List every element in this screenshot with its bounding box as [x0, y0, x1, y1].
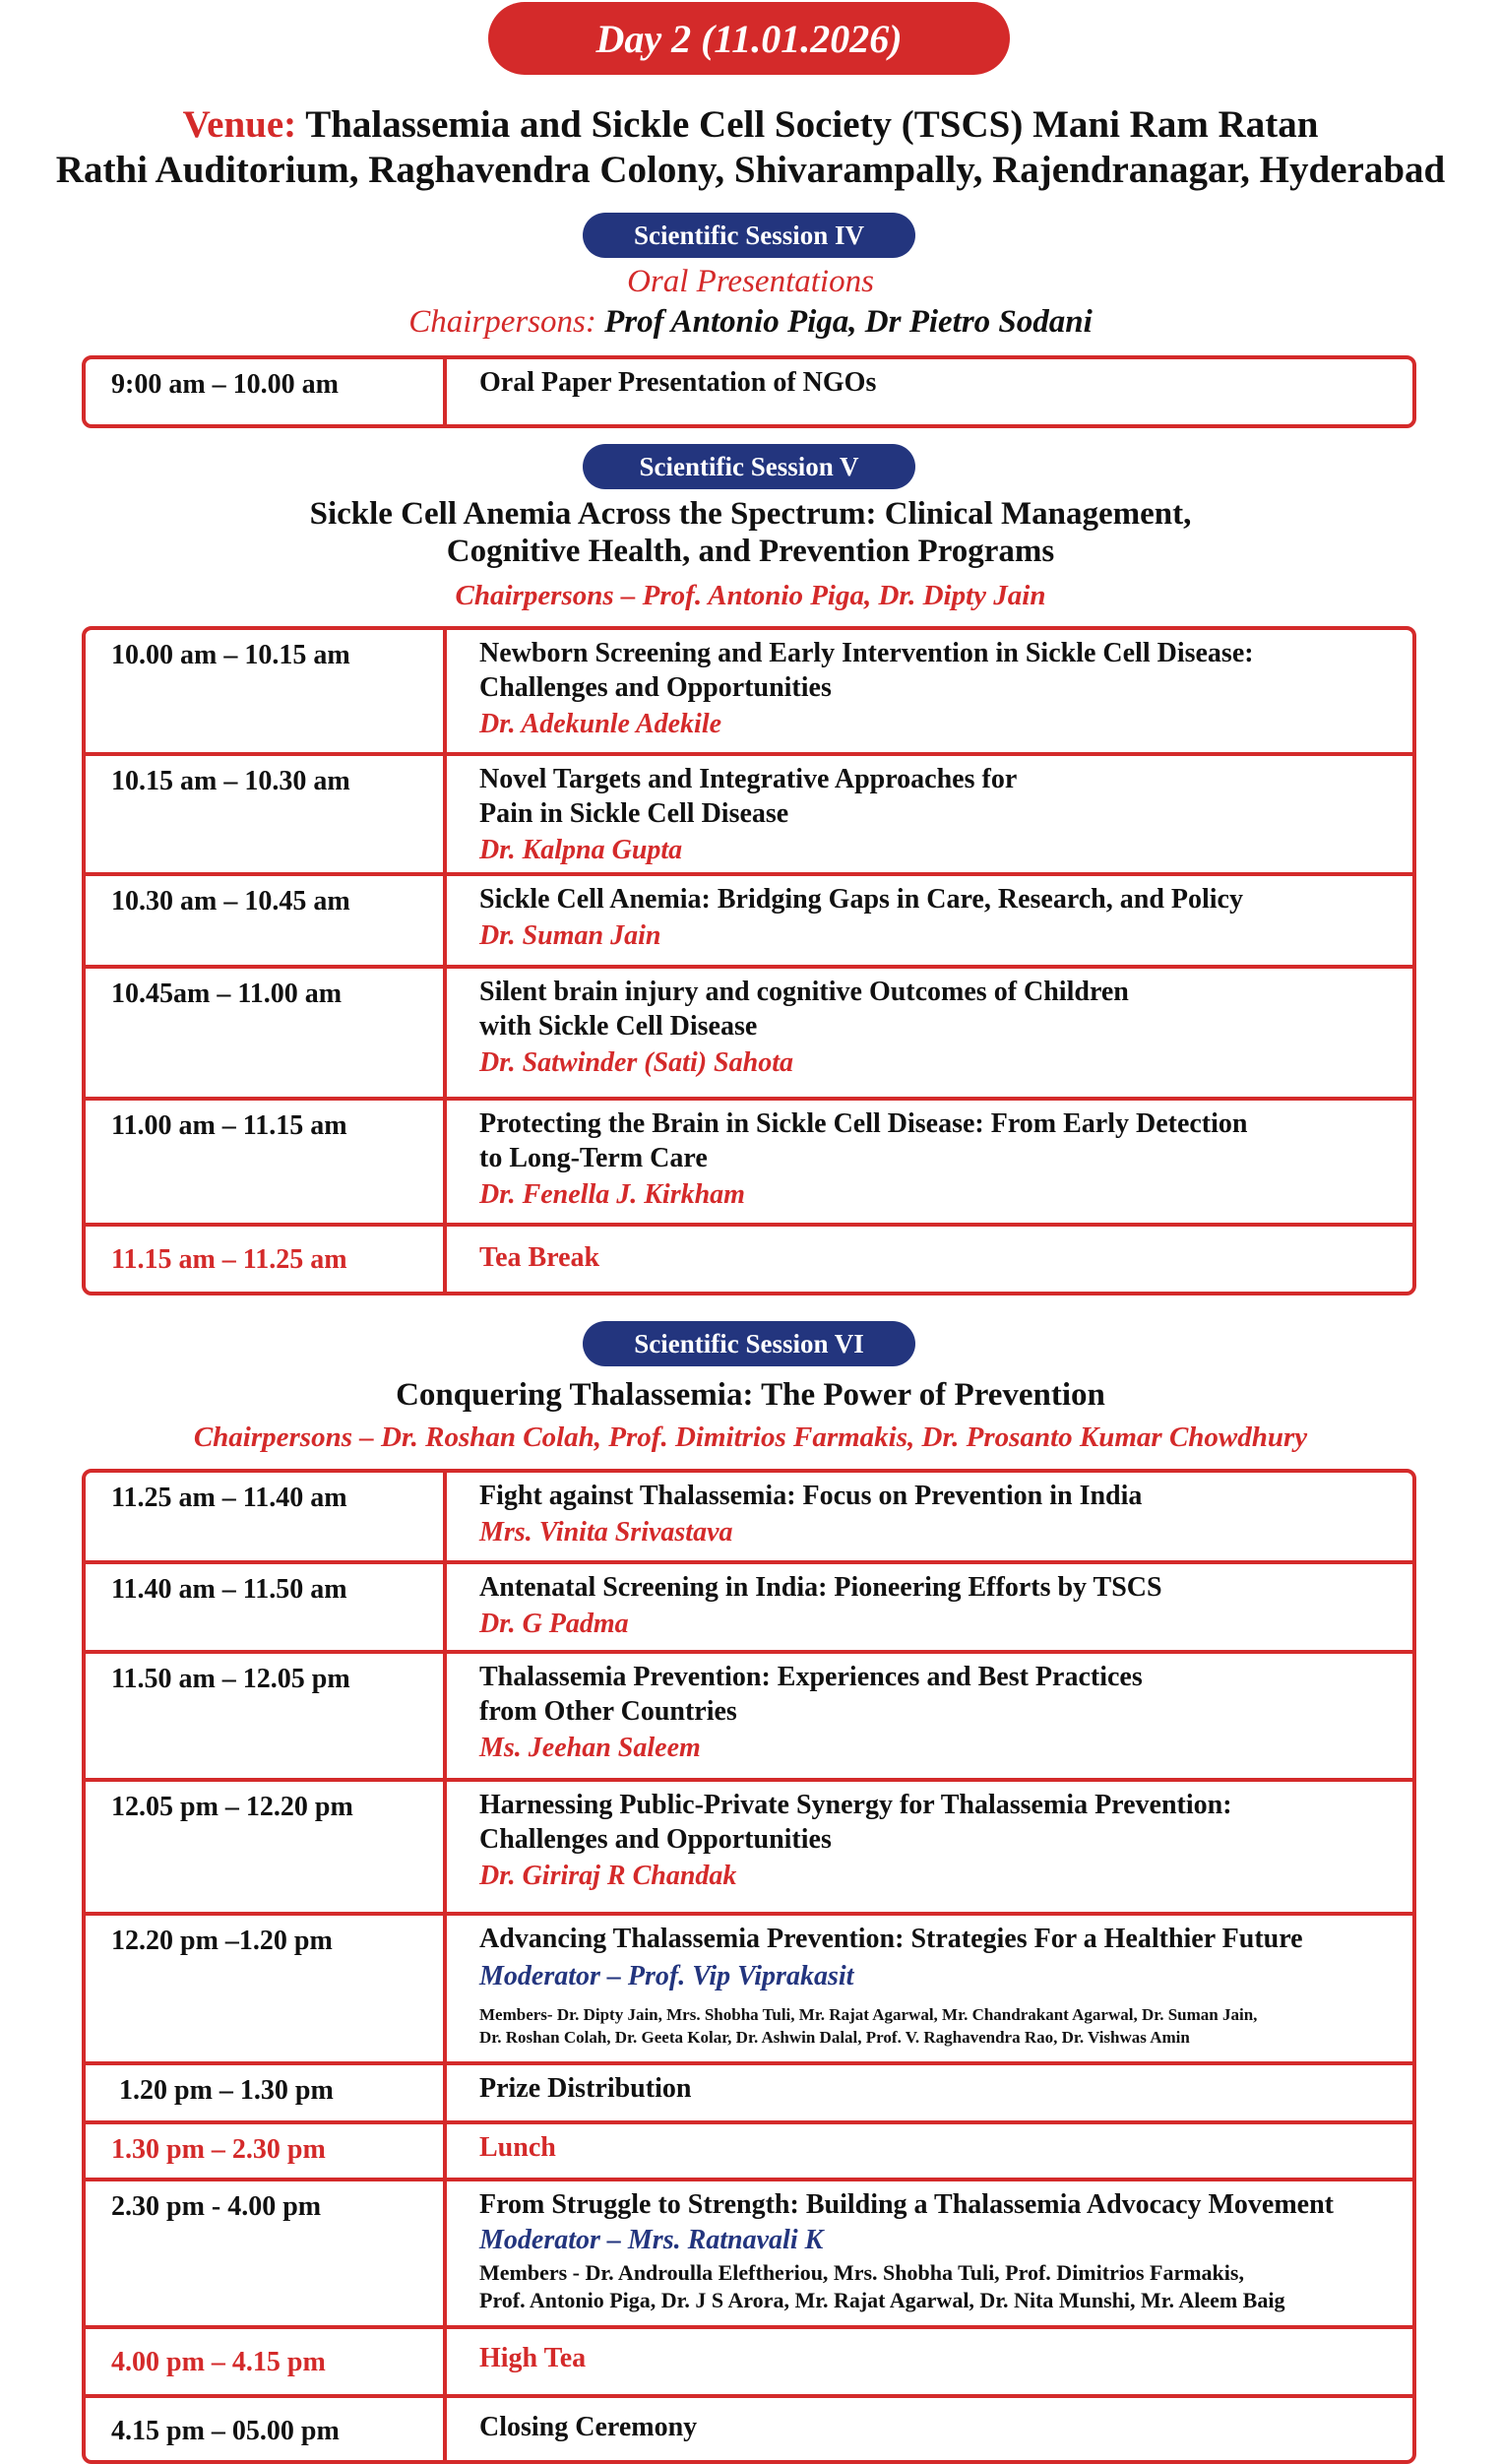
session-4-badge: Scientific Session IV: [583, 213, 915, 258]
row-time: 11.00 am – 11.15 am: [86, 1101, 447, 1223]
row-time: 1.30 pm – 2.30 pm: [86, 2124, 447, 2178]
day-badge: Day 2 (11.01.2026): [488, 2, 1010, 75]
schedule-row: [86, 630, 1412, 752]
row-members-line: Dr. Roshan Colah, Dr. Geeta Kolar, Dr. Ashwin Dalal, Prof. V. Raghavendra Rao, Dr. Vishwas Amin: [479, 2028, 1190, 2047]
row-time: 11.15 am – 11.25 am: [86, 1227, 447, 1292]
row-speaker: Dr. Suman Jain: [479, 920, 661, 951]
row-time: 10.00 am – 10.15 am: [86, 630, 447, 752]
schedule-row: [86, 1473, 1412, 1560]
row-title: Tea Break: [479, 1242, 600, 1273]
chair-names: Prof Antonio Piga, Dr Pietro Sodani: [595, 304, 1093, 340]
row-title-line: Advancing Thalassemia Prevention: Strategies For a Healthier Future: [479, 1924, 1303, 1954]
row-content: [447, 2181, 1412, 2325]
row-speaker: Dr. G Padma: [479, 1609, 629, 1639]
row-content: [447, 2398, 1412, 2460]
venue-name: Thalassemia and Sickle Cell Society (TSCS) Mani Ram Ratan: [296, 103, 1319, 146]
row-speaker: Dr. Kalpna Gupta: [479, 835, 683, 865]
row-moderator: Moderator – Prof. Vip Viprakasit: [479, 1961, 854, 1991]
row-title-line: to Long-Term Care: [479, 1143, 708, 1173]
row-title: Oral Paper Presentation of NGOs: [479, 367, 877, 398]
row-content: [447, 2329, 1412, 2394]
row-time: 11.25 am – 11.40 am: [86, 1473, 447, 1560]
row-content: [447, 1916, 1412, 2061]
schedule-row: [86, 1778, 1412, 1912]
row-speaker: Dr. Fenella J. Kirkham: [479, 1179, 745, 1210]
row-time: 2.30 pm - 4.00 pm: [86, 2181, 447, 2325]
row-title-line: Sickle Cell Anemia: Bridging Gaps in Care, Research, and Policy: [479, 884, 1243, 915]
row-members-line: Members - Dr. Androulla Eleftheriou, Mrs. Shobha Tuli, Prof. Dimitrios Farmakis,: [479, 2260, 1244, 2285]
row-title-line: From Struggle to Strength: Building a Thalassemia Advocacy Movement: [479, 2189, 1334, 2220]
row-content: [447, 630, 1412, 752]
row-content: [447, 1782, 1412, 1912]
schedule-row: [86, 965, 1412, 1097]
row-time: 10.30 am – 10.45 am: [86, 876, 447, 965]
row-time: 12.05 pm – 12.20 pm: [86, 1782, 447, 1912]
row-title-line: Thalassemia Prevention: Experiences and Best Practices: [479, 1662, 1143, 1692]
row-title: Closing Ceremony: [479, 2412, 698, 2442]
row-speaker: Ms. Jeehan Saleem: [479, 1733, 701, 1763]
row-time: 9:00 am – 10.00 am: [86, 359, 447, 424]
chair-label: Chairpersons:: [408, 304, 596, 340]
row-content: [447, 756, 1412, 872]
row-title-line: Fight against Thalassemia: Focus on Prevention in India: [479, 1481, 1143, 1511]
session-6-title: Conquering Thalassemia: The Power of Prevention: [396, 1377, 1105, 1413]
row-title-line: Protecting the Brain in Sickle Cell Disease: From Early Detection: [479, 1108, 1248, 1139]
schedule-row-panel: [86, 1912, 1412, 2061]
row-content: [447, 2124, 1412, 2178]
schedule-row: [86, 2061, 1412, 2120]
row-content: [447, 2065, 1412, 2120]
session-5-title-line-2: Cognitive Health, and Prevention Programs: [446, 534, 1055, 569]
schedule-row: [86, 359, 1412, 424]
session-4-subtitle: Oral Presentations: [627, 264, 874, 299]
session-5-badge: Scientific Session V: [583, 444, 915, 489]
row-content: [447, 1101, 1412, 1223]
row-title: Lunch: [479, 2132, 556, 2163]
row-content: [447, 359, 1412, 424]
row-title-line: Harnessing Public-Private Synergy for Thalassemia Prevention:: [479, 1790, 1232, 1820]
venue-line-1: [0, 102, 1501, 148]
row-title-line: Antenatal Screening in India: Pioneering Efforts by TSCS: [479, 1572, 1162, 1603]
row-title: Prize Distribution: [479, 2073, 692, 2104]
session-5-title-line-1: Sickle Cell Anemia Across the Spectrum: Clinical Management,: [309, 496, 1192, 532]
venue-line-2: Rathi Auditorium, Raghavendra Colony, Shivarampally, Rajendranagar, Hyderabad: [55, 149, 1446, 191]
row-time: 1.20 pm – 1.30 pm: [86, 2065, 447, 2120]
row-speaker: Mrs. Vinita Srivastava: [479, 1517, 733, 1548]
row-speaker: Dr. Adekunle Adekile: [479, 709, 722, 739]
row-title-line: Pain in Sickle Cell Disease: [479, 798, 789, 829]
row-time: 4.15 pm – 05.00 pm: [86, 2398, 447, 2460]
row-time: 12.20 pm –1.20 pm: [86, 1916, 447, 2061]
schedule-row: [86, 1560, 1412, 1650]
row-title-line: Newborn Screening and Early Intervention in Sickle Cell Disease:: [479, 638, 1254, 668]
session-6-chairpersons: Chairpersons – Dr. Roshan Colah, Prof. Dimitrios Farmakis, Dr. Prosanto Kumar Chowdhury: [193, 1422, 1308, 1453]
schedule-row-break: [86, 2120, 1412, 2178]
session-5-chairpersons: Chairpersons – Prof. Antonio Piga, Dr. Dipty Jain: [455, 580, 1046, 611]
session-4-chairpersons: [0, 301, 1501, 343]
session-6-schedule: [82, 1469, 1416, 2464]
venue-label: Venue:: [182, 103, 297, 146]
row-title-line: Challenges and Opportunities: [479, 672, 832, 703]
session-4-schedule: [82, 355, 1416, 428]
row-content: [447, 969, 1412, 1097]
schedule-row: [86, 872, 1412, 965]
schedule-row-break: [86, 2325, 1412, 2394]
row-time: 4.00 pm – 4.15 pm: [86, 2329, 447, 2394]
row-speaker: Dr. Giriraj R Chandak: [479, 1861, 737, 1891]
schedule-row: [86, 752, 1412, 872]
row-moderator: Moderator – Mrs. Ratnavali K: [479, 2225, 824, 2255]
session-6-badge: Scientific Session VI: [583, 1321, 915, 1366]
row-title-line: Silent brain injury and cognitive Outcomes of Children: [479, 977, 1129, 1007]
row-title-line: from Other Countries: [479, 1696, 737, 1727]
schedule-row: [86, 1650, 1412, 1778]
row-content: [447, 1473, 1412, 1560]
row-members-line: Members- Dr. Dipty Jain, Mrs. Shobha Tuli, Mr. Rajat Agarwal, Mr. Chandrakant Agarwal, Dr. Suman Jain,: [479, 2005, 1258, 2024]
row-content: [447, 1227, 1412, 1292]
row-time: 11.40 am – 11.50 am: [86, 1564, 447, 1650]
row-time: 10.45am – 11.00 am: [86, 969, 447, 1097]
row-title-line: Novel Targets and Integrative Approaches for: [479, 764, 1018, 794]
row-content: [447, 1564, 1412, 1650]
row-speaker: Dr. Satwinder (Sati) Sahota: [479, 1047, 793, 1078]
row-time: 10.15 am – 10.30 am: [86, 756, 447, 872]
schedule-row: [86, 2394, 1412, 2460]
row-content: [447, 876, 1412, 965]
row-title-line: Challenges and Opportunities: [479, 1824, 832, 1855]
session-5-schedule: [82, 626, 1416, 1295]
row-title-line: with Sickle Cell Disease: [479, 1011, 758, 1042]
row-content: [447, 1654, 1412, 1778]
row-title: High Tea: [479, 2343, 587, 2373]
row-members-line: Prof. Antonio Piga, Dr. J S Arora, Mr. Rajat Agarwal, Dr. Nita Munshi, Mr. Aleem Baig: [479, 2288, 1285, 2312]
schedule-row-break: [86, 1223, 1412, 1292]
row-time: 11.50 am – 12.05 pm: [86, 1654, 447, 1778]
schedule-row-panel: [86, 2178, 1412, 2325]
schedule-row: [86, 1097, 1412, 1223]
